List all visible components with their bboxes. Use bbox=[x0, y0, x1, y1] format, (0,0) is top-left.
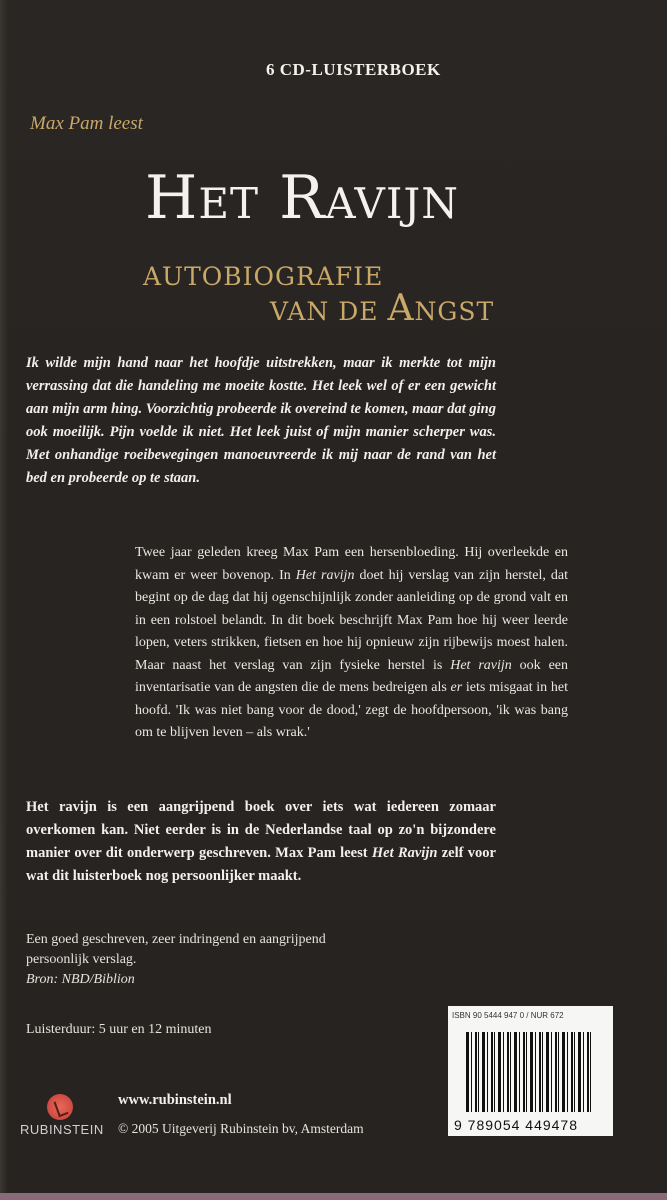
text: Het ravijn is een aangrijpend boek over iets wat iedereen zomaar overkomen kan. Niet eerder is in de Nederlandse taal op zo'n bijzondere manier over dit onderwerp geschreven. Max Pam leest bbox=[26, 799, 496, 861]
text: zelf voor wat dit luisterboek nog persoonlijker maakt. bbox=[26, 845, 496, 884]
title-reference: Het Ravijn bbox=[371, 845, 438, 861]
reader-line: Max Pam leest bbox=[30, 113, 143, 134]
subtitle-line-1: AUTOBIOGRAFIE bbox=[143, 262, 384, 291]
text: Twee jaar geleden kreeg Max Pam een hersenbloeding. Hij overleekde en kwam er weer bovenop. In bbox=[135, 545, 568, 583]
format-label: 6 CD-LUISTERBOEK bbox=[266, 60, 441, 79]
barcode-bars-icon bbox=[466, 1032, 594, 1112]
text: ook een inventarisatie van de angsten die de mens bedreigen als bbox=[135, 657, 569, 695]
copyright-notice: © 2005 Uitgeverij Rubinstein bv, Amsterdam bbox=[118, 1121, 364, 1136]
review-text: Een goed geschreven, zeer indringend en aangrijpend persoonlijk verslag. bbox=[26, 932, 326, 967]
subtitle-angst: Angst bbox=[387, 288, 495, 329]
emphasis: er bbox=[450, 680, 463, 695]
book-title: Het Ravijn bbox=[145, 163, 459, 233]
rubinstein-logo-icon bbox=[47, 1094, 73, 1120]
barcode-digits: 9 789054 449478 bbox=[454, 1117, 578, 1133]
review-quote bbox=[26, 930, 366, 990]
subtitle-line-2 bbox=[270, 288, 494, 329]
review-source: Bron: NBD/Biblion bbox=[26, 972, 135, 987]
barcode bbox=[448, 1006, 613, 1136]
title-reference: Het ravijn bbox=[295, 567, 355, 583]
isbn-line: ISBN 90 5444 947 0 / NUR 672 bbox=[452, 1011, 564, 1020]
description-paragraph-2 bbox=[26, 796, 496, 888]
publisher-logo-text: RUBINSTEIN bbox=[20, 1122, 104, 1137]
subtitle-prefix: VAN DE bbox=[270, 297, 379, 326]
listening-duration: Luisterduur: 5 uur en 12 minuten bbox=[26, 1022, 212, 1037]
publisher-website-link[interactable]: www.rubinstein.nl bbox=[118, 1092, 232, 1108]
text: doet hij verslag van zijn herstel, dat begint op de dag dat hij ogenschijnlijk zonder aanleiding op de grond valt en in een rolstoel belandt. In dit boek beschrijft Max Pam hoe hij weer leerde lopen, veters strikken, fietsen en hoe hij opnieuw zijn rijbewijs moest halen. Maar naast het verslag van zijn fysieke herstel is bbox=[135, 567, 569, 673]
description-paragraph-1 bbox=[135, 542, 568, 745]
title-reference: Het ravijn bbox=[450, 657, 512, 673]
text: iets misgaat in het hoofd. 'Ik was niet bang voor de dood,' zegt de hoofdpersoon, 'ik was bang om te blijven leven – als wrak.' bbox=[135, 680, 568, 740]
book-excerpt: Ik wilde mijn hand naar het hoofdje uitstrekken, maar ik merkte tot mijn verrassing dat die handeling me moeite kostte. Het leek wel of er een gewicht aan mijn arm hing. Voorzichtig probeerde ik overeind te komen, maar dat ging ook moeilijk. Pijn voelde ik niet. Het leek juist of mijn manier scherper was. Met onhandige roeibewegingen manoeuvreerde ik mij naar de rand van het bed en probeerde op te staan. bbox=[26, 355, 496, 486]
